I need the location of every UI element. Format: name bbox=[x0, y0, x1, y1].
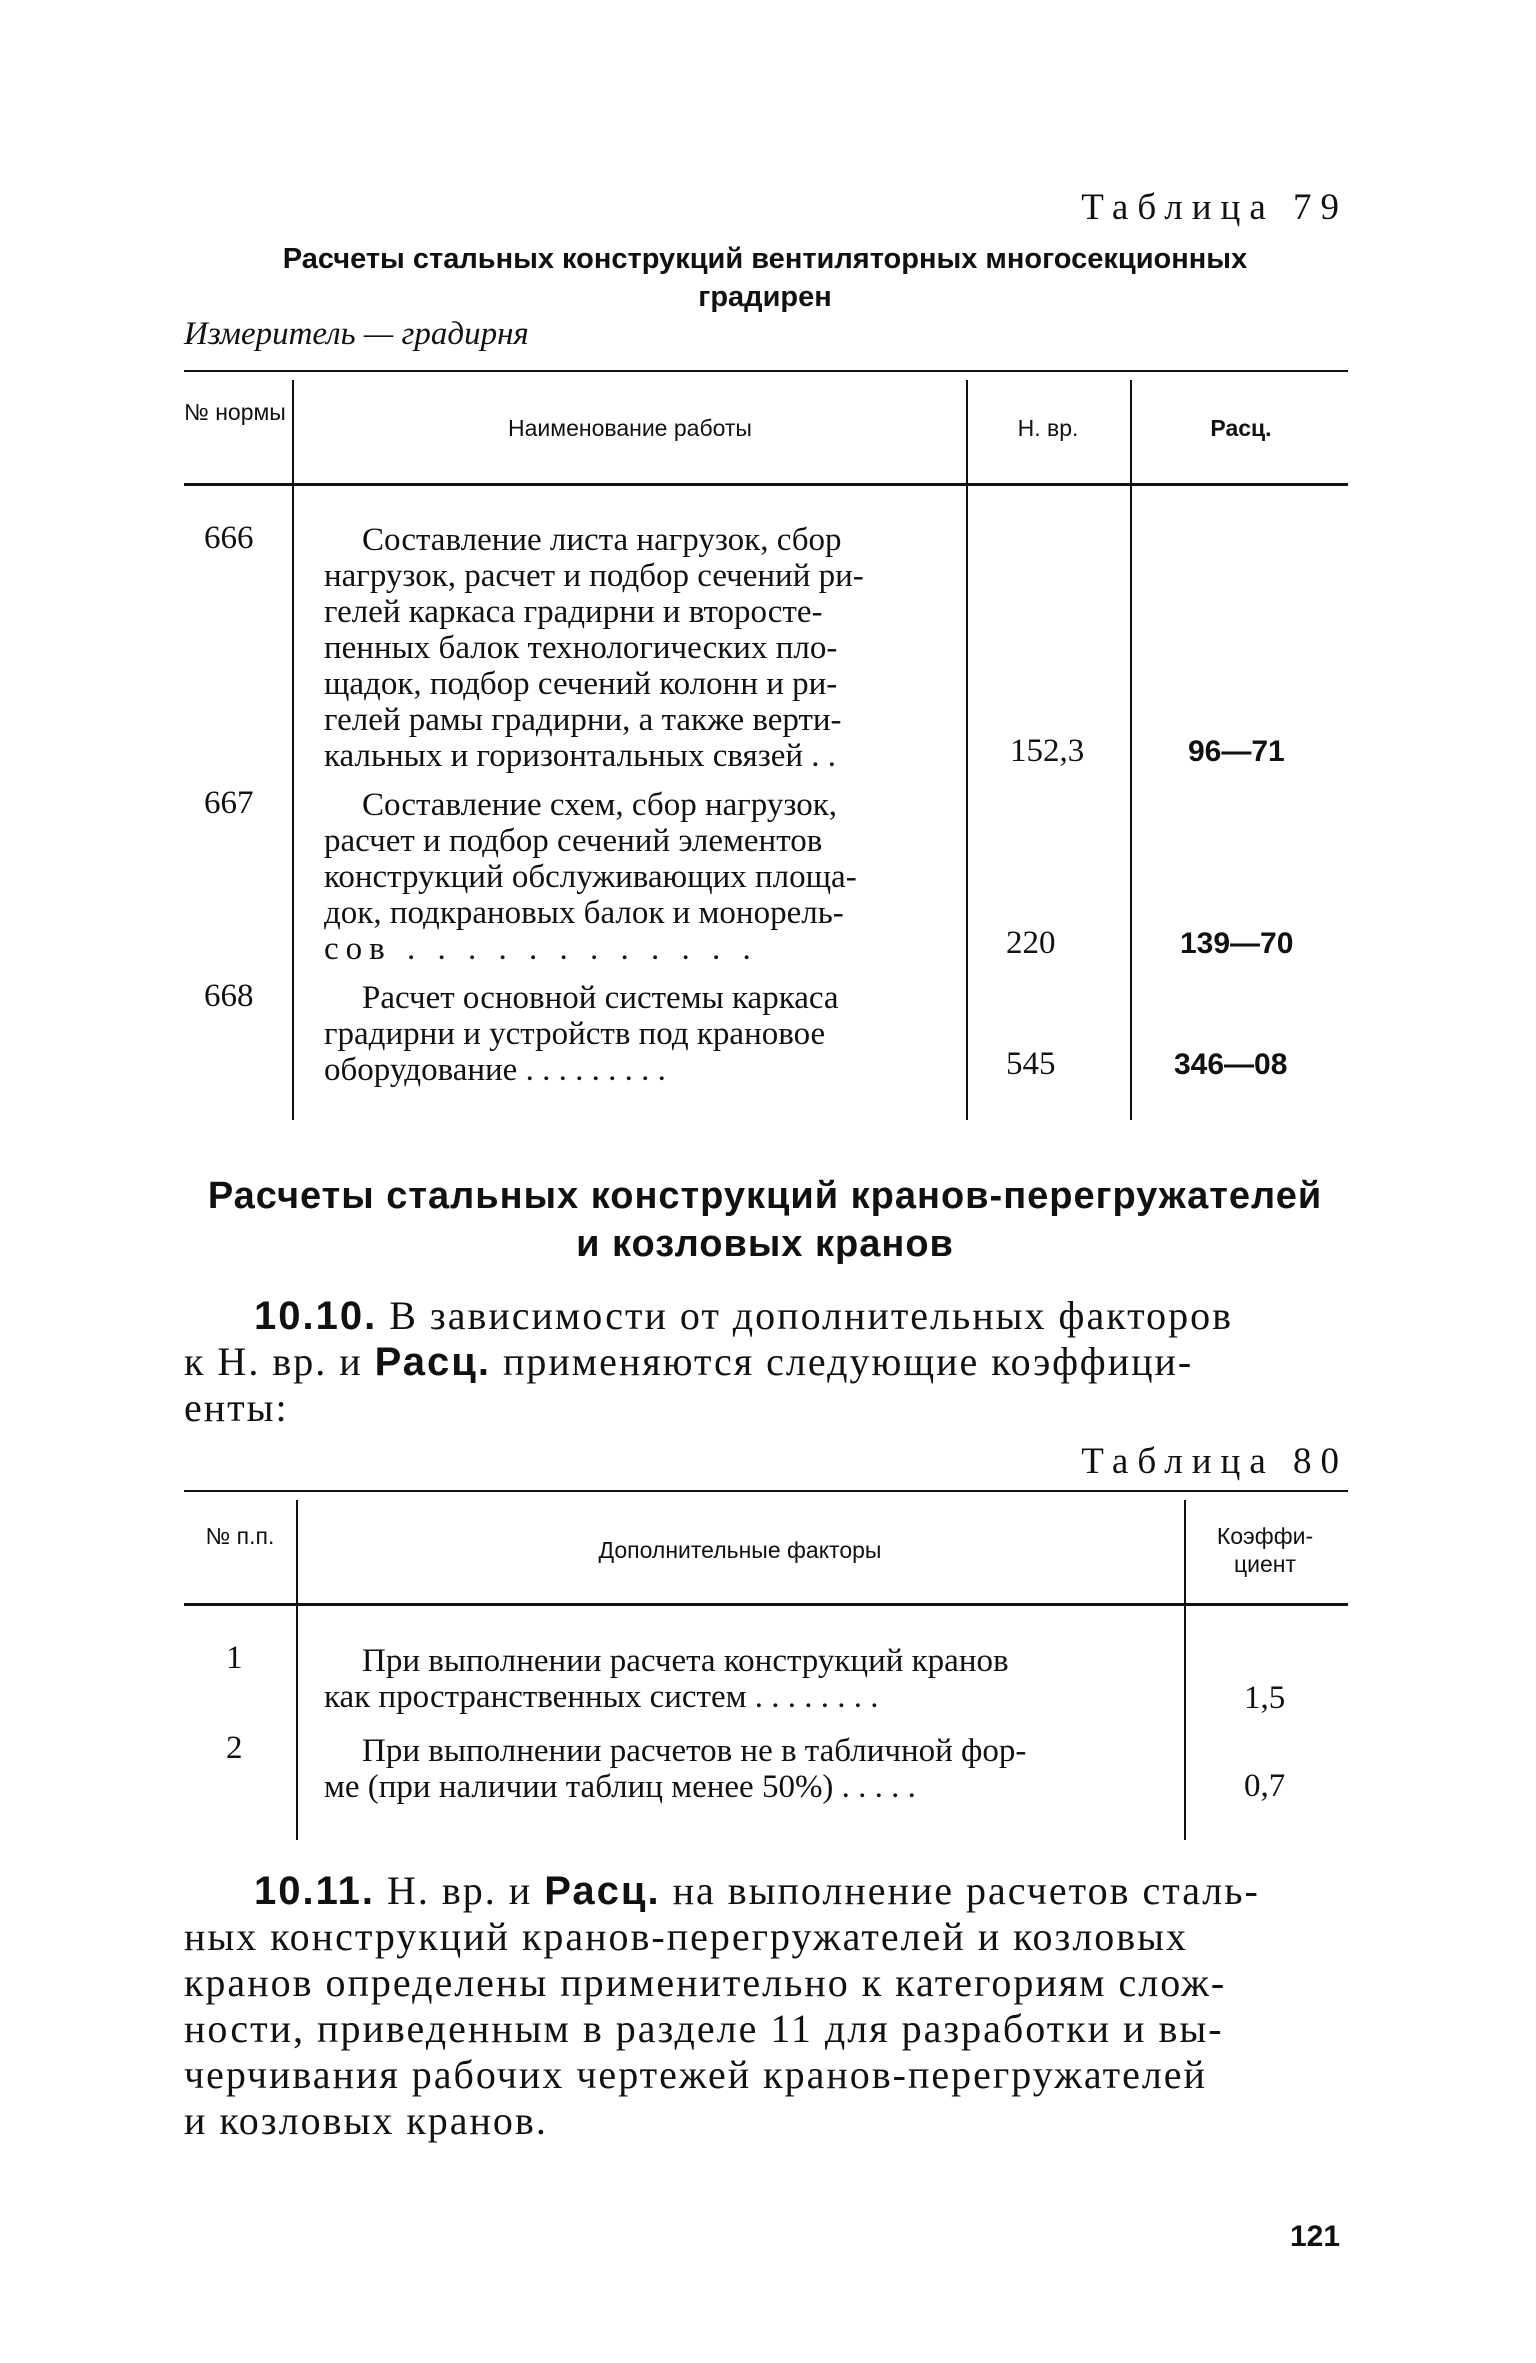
table80-row-description bbox=[324, 1733, 1176, 1805]
paragraph-line: ности, приведенным в разделе 11 для разработки и вы- bbox=[184, 2006, 1224, 2051]
table79-row-rasc: 96—71 bbox=[1188, 735, 1285, 768]
paragraph-line: енты: bbox=[184, 1385, 289, 1430]
table79-row-num: 667 bbox=[204, 785, 254, 821]
table80-row-num: 2 bbox=[226, 1730, 243, 1766]
table79-row-num: 666 bbox=[204, 520, 254, 556]
table79-row-hvr: 545 bbox=[1006, 1046, 1056, 1082]
table80-header-rule bbox=[184, 1603, 1348, 1606]
section-heading bbox=[170, 1172, 1360, 1268]
table79-header-hvr: Н. вр. bbox=[1017, 415, 1079, 441]
table79-row-description bbox=[324, 980, 958, 1088]
text-line: док, подкрановых балок и монорель- bbox=[324, 895, 844, 931]
text-line: пенных балок технологических пло- bbox=[324, 630, 838, 666]
table79-header-name: Наименование работы bbox=[508, 415, 752, 441]
table79-vline-1 bbox=[292, 380, 294, 1120]
paragraph-bold-text: Расц. bbox=[544, 1869, 661, 1913]
paragraph-line bbox=[184, 1339, 1344, 1385]
text-line: Составление схем, сбор нагрузок, bbox=[362, 787, 837, 823]
text-line: ме (при наличии таблиц менее 50%) . . . . . bbox=[324, 1769, 916, 1805]
table80-header-factors: Дополнительные факторы bbox=[598, 1537, 882, 1563]
text-line: оборудование . . . . . . . . . bbox=[324, 1052, 666, 1088]
text-line: При выполнении расчета конструкций кранов bbox=[362, 1643, 1009, 1679]
table79-row-description bbox=[324, 787, 958, 967]
text-line: При выполнении расчетов не в табличной фор- bbox=[362, 1733, 1027, 1769]
table79-row-rasc: 346—08 bbox=[1174, 1048, 1288, 1081]
paragraph-line: и козловых кранов. bbox=[184, 2098, 548, 2143]
text-line: Расчет основной системы каркаса bbox=[362, 980, 839, 1016]
table80-row-coef: 0,7 bbox=[1244, 1768, 1286, 1804]
text-line: кальных и горизонтальных связей . . bbox=[324, 738, 837, 774]
text-line: конструкций обслуживающих площа- bbox=[324, 859, 857, 895]
text-line: расчет и подбор сечений элементов bbox=[324, 823, 823, 859]
text-line: сов . . . . . . . . . . . . bbox=[324, 931, 758, 967]
table79-caption: Таблица 79 bbox=[1081, 187, 1348, 228]
paragraph-line: кранов определены применительно к категориям слож- bbox=[184, 1960, 1227, 2005]
paragraph-line: черчивания рабочих чертежей кранов-перегружателей bbox=[184, 2052, 1207, 2097]
table80-row-description bbox=[324, 1643, 1176, 1715]
paragraph-bold-text: Расц. bbox=[374, 1340, 491, 1384]
paragraph-line: ных конструкций кранов-перегружателей и козловых bbox=[184, 1914, 1189, 1959]
paragraph-text: В зависимости от дополнительных факторов bbox=[389, 1293, 1233, 1338]
text-line: градирни и устройств под крановое bbox=[324, 1016, 826, 1052]
paragraph-line bbox=[184, 1868, 1344, 1914]
text-line: как пространственных систем . . . . . . . . bbox=[324, 1679, 879, 1715]
paragraph-10-11 bbox=[184, 1868, 1344, 2144]
paragraph-line bbox=[184, 1293, 1344, 1339]
table80-row-coef: 1,5 bbox=[1244, 1680, 1286, 1716]
paragraph-text: применяются следующие коэффици- bbox=[502, 1339, 1194, 1384]
text-line: нагрузок, расчет и подбор сечений ри- bbox=[324, 558, 864, 594]
section-heading-line1: Расчеты стальных конструкций кранов-перегружателей bbox=[207, 1175, 1323, 1217]
table79-title bbox=[180, 240, 1350, 316]
table80-header-num: № п.п. bbox=[205, 1523, 275, 1549]
page-number: 121 bbox=[1290, 2220, 1341, 2253]
table80-top-rule bbox=[184, 1490, 1348, 1492]
table80-header-coef: Коэффи- циент bbox=[1216, 1523, 1314, 1577]
paragraph-number: 10.10. bbox=[254, 1294, 378, 1338]
table79-top-rule bbox=[184, 370, 1348, 372]
paragraph-text: на выполнение расчетов сталь- bbox=[672, 1868, 1260, 1913]
table79-meter: Измеритель — градирня bbox=[184, 316, 529, 352]
paragraph-text: Н. вр. и bbox=[387, 1868, 533, 1913]
table79-header-rasc: Расц. bbox=[1210, 415, 1272, 441]
table80-caption: Таблица 80 bbox=[1081, 1441, 1348, 1482]
section-heading-line2: и козловых кранов bbox=[576, 1223, 954, 1265]
table79-header-rule bbox=[184, 483, 1348, 486]
table79-row-hvr: 152,3 bbox=[1010, 733, 1085, 769]
table80-vline-1 bbox=[296, 1500, 298, 1840]
paragraph-number: 10.11. bbox=[254, 1869, 376, 1913]
paragraph-text: к Н. вр. и bbox=[184, 1339, 363, 1384]
text-line: гелей каркаса градирни и второсте- bbox=[324, 594, 823, 630]
table79-title-line1: Расчеты стальных конструкций вентиляторных многосекционных bbox=[282, 243, 1248, 275]
table79-header-num: № нормы bbox=[184, 399, 286, 425]
table79-row-num: 668 bbox=[204, 978, 254, 1014]
text-line: Составление листа нагрузок, сбор bbox=[362, 522, 842, 558]
text-line: щадок, подбор сечений колонн и ри- bbox=[324, 666, 838, 702]
table79-vline-3 bbox=[1130, 380, 1132, 1120]
table79-title-line2: градирен bbox=[698, 281, 832, 313]
text-line: гелей рамы градирни, а также верти- bbox=[324, 702, 842, 738]
table79-row-rasc: 139—70 bbox=[1180, 927, 1294, 960]
table80-row-num: 1 bbox=[226, 1640, 243, 1676]
table79-row-hvr: 220 bbox=[1006, 925, 1056, 961]
table80-vline-2 bbox=[1184, 1500, 1186, 1840]
table79-vline-2 bbox=[966, 380, 968, 1120]
paragraph-10-10 bbox=[184, 1293, 1344, 1431]
table79-row-description bbox=[324, 522, 958, 774]
